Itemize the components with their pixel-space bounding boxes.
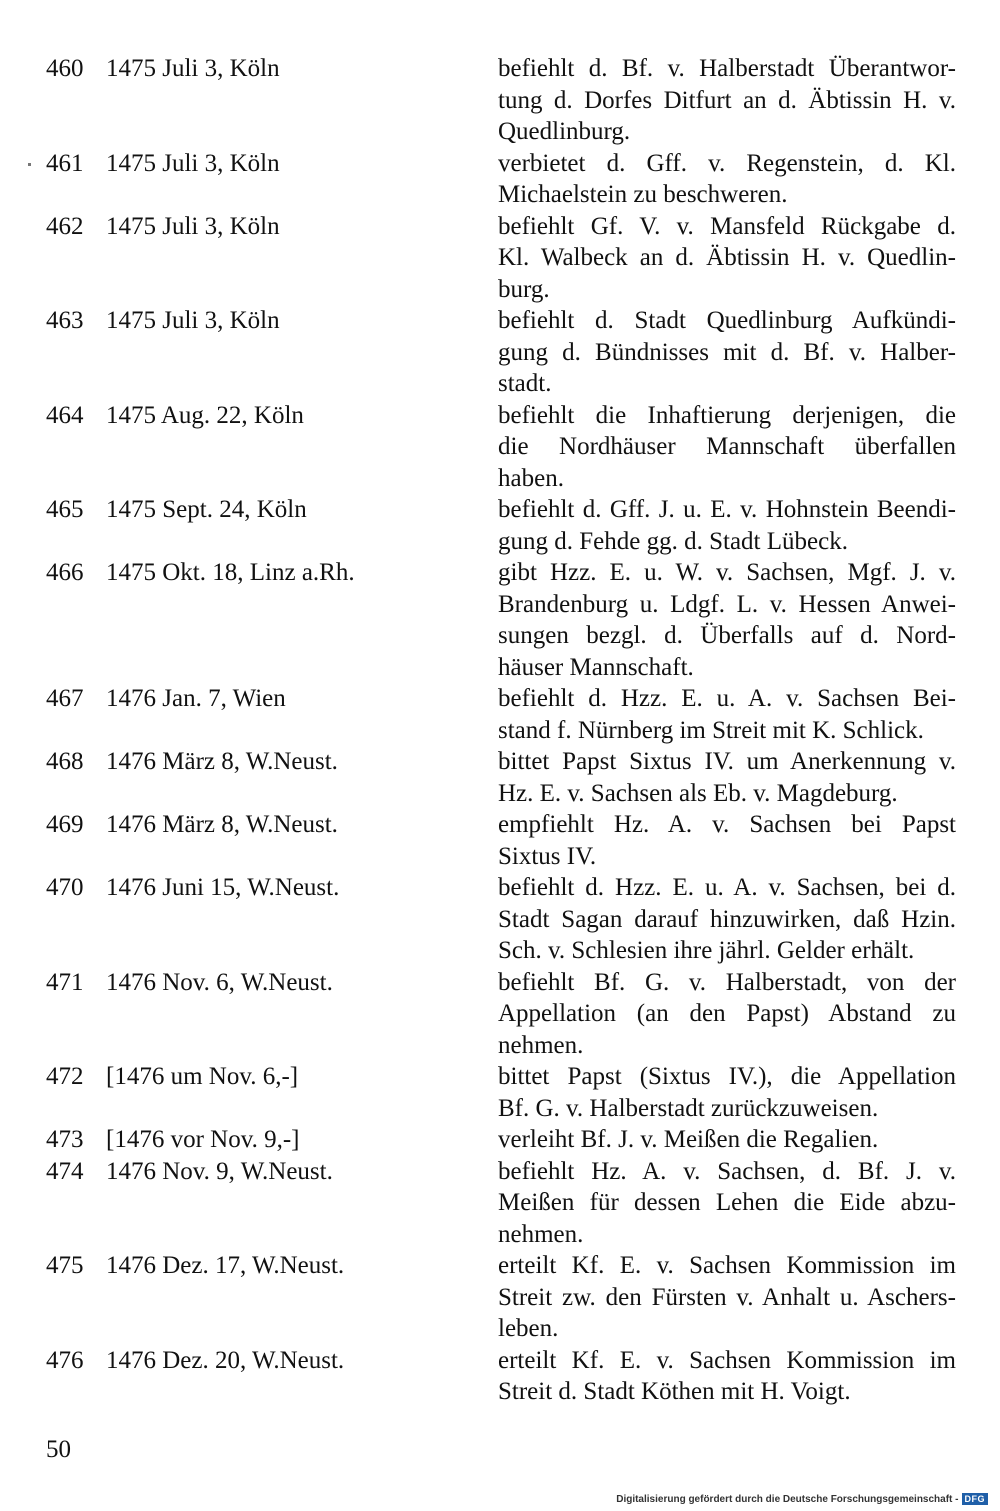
description-line: Streit d. Stadt Köthen mit H. Voigt. <box>498 1378 851 1405</box>
entry-date-place: 1476 März 8, W.Neust. <box>106 748 338 775</box>
description-line: gung d. Bündnisses mit d. Bf. v. Halber- <box>498 338 956 366</box>
entry-description <box>498 872 956 967</box>
regest-entry <box>0 1250 1000 1345</box>
dfg-logo: DFG <box>962 1493 989 1505</box>
description-line: verbietet d. Gff. v. Regenstein, d. Kl. <box>498 149 956 177</box>
description-line: gibt Hzz. E. u. W. v. Sachsen, Mgf. J. v. <box>498 559 956 586</box>
digitization-footer <box>616 1493 988 1505</box>
entry-number: 476 <box>46 1346 84 1374</box>
description-line: Michaelstein zu beschweren. <box>498 181 788 208</box>
description-line: stadt. <box>498 370 552 397</box>
description-line: Brandenburg u. Ldgf. L. v. Hessen Anwei- <box>498 590 956 618</box>
regest-entry <box>0 557 1000 683</box>
regest-entry <box>0 53 1000 148</box>
regest-entry <box>0 211 1000 306</box>
description-line: bittet Papst (Sixtus IV.), die Appellation <box>498 1063 956 1090</box>
entry-number: 460 <box>46 55 84 82</box>
entry-number: 464 <box>46 401 84 429</box>
regest-list <box>0 53 1000 1408</box>
entry-number: 471 <box>46 968 84 996</box>
footer-text: Digitalisierung gefördert durch die Deutsche Forschungsgemeinschaft - <box>616 1493 959 1505</box>
entry-number: 466 <box>46 559 84 586</box>
entry-description <box>498 809 956 872</box>
description-line: Quedlinburg. <box>498 118 631 145</box>
description-line: bittet Papst Sixtus IV. um Anerkennung v. <box>498 748 956 775</box>
description-line: leben. <box>498 1315 559 1342</box>
entry-date-place: 1475 Juli 3, Köln <box>106 307 280 334</box>
entry-number: 473 <box>46 1126 84 1153</box>
entry-number: 475 <box>46 1252 84 1279</box>
description-line: befiehlt Gf. V. v. Mansfeld Rückgabe d. <box>498 212 956 240</box>
entry-number: 467 <box>46 685 84 712</box>
entry-date-place: [1476 vor Nov. 9,-] <box>106 1126 300 1153</box>
entry-description <box>498 1250 956 1345</box>
description-line: befiehlt d. Stadt Quedlinburg Aufkündi- <box>498 307 956 334</box>
description-line: haben. <box>498 464 564 492</box>
regest-entry <box>0 967 1000 1062</box>
description-line: Sch. v. Schlesien ihre jährl. Gelder erhält. <box>498 937 915 964</box>
entry-description <box>498 53 956 148</box>
entry-number: 474 <box>46 1157 84 1185</box>
entry-description <box>498 305 956 400</box>
regest-entry <box>0 1156 1000 1251</box>
regest-entry <box>0 809 1000 872</box>
description-line: sungen bezgl. d. Überfalls auf d. Nord- <box>498 622 956 649</box>
regest-entry <box>0 1061 1000 1124</box>
description-line: burg. <box>498 275 550 303</box>
description-line: erteilt Kf. E. v. Sachsen Kommission im <box>498 1252 956 1279</box>
regest-entry <box>0 1124 1000 1156</box>
description-line: Meißen für dessen Lehen die Eide abzu- <box>498 1189 956 1216</box>
regest-entry <box>0 494 1000 557</box>
entry-number: 462 <box>46 212 84 240</box>
entry-date-place: [1476 um Nov. 6,-] <box>106 1063 299 1090</box>
entry-description <box>498 1156 956 1251</box>
description-line: gung d. Fehde gg. d. Stadt Lübeck. <box>498 527 848 555</box>
description-line: nehmen. <box>498 1031 584 1059</box>
description-line: Appellation (an den Papst) Abstand zu <box>498 1000 956 1027</box>
entry-number: 465 <box>46 496 84 523</box>
description-line: die Nordhäuser Mannschaft überfallen <box>498 433 956 460</box>
entry-number: 468 <box>46 748 84 775</box>
description-line: Kl. Walbeck an d. Äbtissin H. v. Quedlin- <box>498 244 956 271</box>
entry-date-place: 1476 Nov. 6, W.Neust. <box>106 968 333 996</box>
entry-description <box>498 1345 956 1408</box>
regest-entry <box>0 400 1000 495</box>
entry-description <box>498 683 956 746</box>
entry-description <box>498 967 956 1062</box>
description-line: empfiehlt Hz. A. v. Sachsen bei Papst <box>498 811 956 838</box>
entry-date-place: 1475 Juli 3, Köln <box>106 55 280 82</box>
entry-date-place: 1475 Sept. 24, Köln <box>106 496 307 523</box>
description-line: verleiht Bf. J. v. Meißen die Regalien. <box>498 1126 879 1153</box>
entry-date-place: 1476 März 8, W.Neust. <box>106 811 338 838</box>
regest-entry <box>0 148 1000 211</box>
entry-date-place: 1475 Juli 3, Köln <box>106 212 280 240</box>
description-line: befiehlt die Inhaftierung derjenigen, die <box>498 401 956 429</box>
description-line: befiehlt Hz. A. v. Sachsen, d. Bf. J. v. <box>498 1157 956 1185</box>
entry-number: 461 <box>46 149 84 177</box>
entry-date-place: 1475 Okt. 18, Linz a.Rh. <box>106 559 355 586</box>
description-line: befiehlt d. Hzz. E. u. A. v. Sachsen Bei- <box>498 685 956 712</box>
entry-number: 463 <box>46 307 84 334</box>
entry-description <box>498 400 956 495</box>
entry-date-place: 1475 Aug. 22, Köln <box>106 401 304 429</box>
description-line: tung d. Dorfes Ditfurt an d. Äbtissin H. v. <box>498 86 956 114</box>
entry-number: 472 <box>46 1063 84 1090</box>
description-line: befiehlt Bf. G. v. Halberstadt, von der <box>498 968 956 996</box>
entry-description <box>498 746 956 809</box>
entry-date-place: 1476 Jan. 7, Wien <box>106 685 286 712</box>
regest-entry <box>0 305 1000 400</box>
description-line: Bf. G. v. Halberstadt zurückzuweisen. <box>498 1094 879 1122</box>
entry-number: 469 <box>46 811 84 838</box>
page-number: 50 <box>46 1436 71 1463</box>
entry-date-place: 1475 Juli 3, Köln <box>106 149 280 177</box>
entry-description <box>498 1061 956 1124</box>
entry-number: 470 <box>46 874 84 901</box>
entry-date-place: 1476 Dez. 20, W.Neust. <box>106 1346 345 1374</box>
description-line: befiehlt d. Gff. J. u. E. v. Hohnstein Beendi- <box>498 496 956 523</box>
entry-date-place: 1476 Dez. 17, W.Neust. <box>106 1252 345 1279</box>
description-line: nehmen. <box>498 1220 584 1248</box>
description-line: Stadt Sagan darauf hinzuwirken, daß Hzin. <box>498 905 956 933</box>
entry-date-place: 1476 Nov. 9, W.Neust. <box>106 1157 333 1185</box>
entry-date-place: 1476 Juni 15, W.Neust. <box>106 874 340 901</box>
description-line: häuser Mannschaft. <box>498 653 694 681</box>
entry-description <box>498 557 956 683</box>
entry-description <box>498 1124 956 1156</box>
entry-description <box>498 494 956 557</box>
description-line: befiehlt d. Bf. v. Halberstadt Überantwor- <box>498 55 956 82</box>
regest-entry <box>0 872 1000 967</box>
entry-description <box>498 211 956 306</box>
regest-entry <box>0 683 1000 746</box>
description-line: befiehlt d. Hzz. E. u. A. v. Sachsen, bei d. <box>498 874 956 901</box>
description-line: erteilt Kf. E. v. Sachsen Kommission im <box>498 1346 956 1374</box>
entry-description <box>498 148 956 211</box>
description-line: Streit zw. den Fürsten v. Anhalt u. Aschers- <box>498 1283 956 1311</box>
regest-entry <box>0 1345 1000 1408</box>
description-line: Sixtus IV. <box>498 842 597 870</box>
description-line: stand f. Nürnberg im Streit mit K. Schlick. <box>498 716 924 744</box>
description-line: Hz. E. v. Sachsen als Eb. v. Magdeburg. <box>498 779 898 807</box>
regest-entry <box>0 746 1000 809</box>
